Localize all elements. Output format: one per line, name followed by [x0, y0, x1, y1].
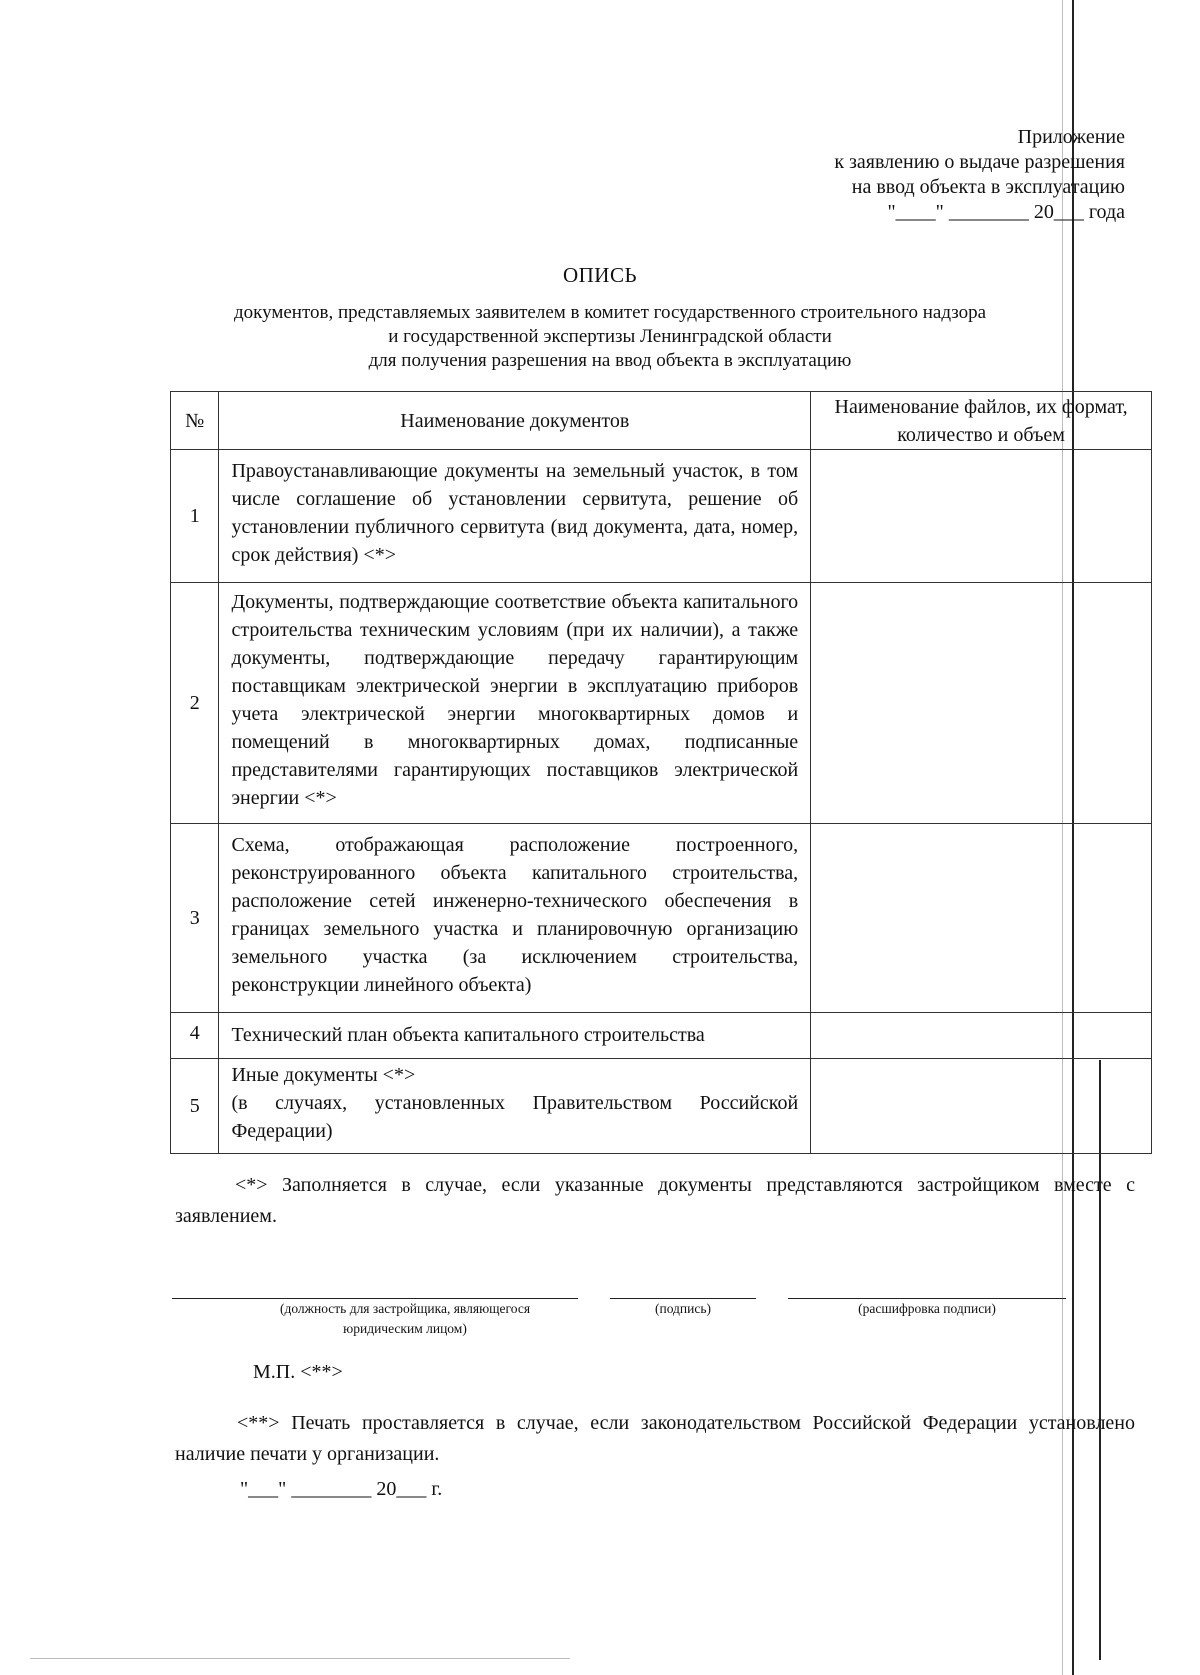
appendix-date: "____" ________ 20___ года: [887, 201, 1125, 223]
table-header-row: [171, 392, 1152, 450]
stamp-place: М.П. <**>: [253, 1361, 343, 1383]
subtitle-line-1: документов, представляемых заявителем в комитет государственного строительного надзора: [233, 302, 987, 323]
row-files-cell[interactable]: [811, 450, 1152, 583]
subtitle-line-3: для получения разрешения на ввод объекта в эксплуатацию: [368, 350, 852, 371]
subtitle-line-2: и государственной экспертизы Ленинградской области: [388, 326, 832, 347]
row-document-name-line: Иные документы <*>: [231, 1064, 416, 1086]
appendix-title: Приложение: [1017, 126, 1125, 148]
row-document-name-note: (в случаях, установленных Правительством Российской Федерации): [231, 1092, 799, 1142]
position-caption-line-2: юридическим лицом): [343, 1321, 467, 1336]
table-row: [171, 583, 1152, 824]
row-number: 4: [171, 1013, 219, 1059]
footnote-single-asterisk: <*> Заполняется в случае, если указанные документы представляются застройщиком вместе с заявлением.: [175, 1174, 1135, 1227]
row-number: 1: [171, 450, 219, 583]
footnote-double-asterisk: <**> Печать проставляется в случае, если законодательством Российской Федерации установлено наличие печати у организации.: [175, 1412, 1135, 1465]
signature-caption: (подпись): [654, 1301, 712, 1316]
decoding-caption: (расшифровка подписи): [858, 1301, 996, 1316]
appendix-subtitle-2: на ввод объекта в эксплуатацию: [851, 176, 1125, 198]
table-row: [171, 450, 1152, 583]
row-files-cell[interactable]: [811, 1013, 1152, 1059]
appendix-header: [834, 125, 1125, 225]
position-caption-line-1: (должность для застройщика, являющегося: [279, 1301, 531, 1316]
row-document-name: Документы, подтверждающие соответствие объекта капитального строительства техническим условиям (при их наличии), а также документы, подтверждающие передачу гарантирующим поставщикам электрической энергии в эксплуатацию приборов учета электрической энергии многоквартирных домов и помещений в многоквартирных домах, подписанные представителями гарантирующих поставщиков электрической энергии <*>: [219, 583, 811, 824]
header-document-name: Наименование документов: [219, 392, 811, 450]
row-number: 2: [171, 583, 219, 824]
position-caption: [240, 1299, 570, 1339]
table-row: [171, 1013, 1152, 1059]
row-document-name: [219, 1059, 811, 1154]
row-number: 3: [171, 824, 219, 1013]
table-row: [171, 824, 1152, 1013]
table-row: [171, 1059, 1152, 1154]
documents-table: [170, 391, 1152, 1154]
row-document-name: Технический план объекта капитального строительства: [219, 1013, 811, 1059]
row-document-name: Правоустанавливающие документы на земельный участок, в том числе соглашение об установлении сервитута, решение об установлении публичного сервитута (вид документа, дата, номер, срок действия) <*>: [219, 450, 811, 583]
signing-date[interactable]: "___" ________ 20___ г.: [240, 1478, 443, 1500]
header-number: №: [171, 392, 219, 450]
row-files-cell[interactable]: [811, 583, 1152, 824]
row-document-name: Схема, отображающая расположение построенного, реконструированного объекта капитального строительства, расположение сетей инженерно-технического обеспечения в границах земельного участка и планировочную организацию земельного участка (за исключением строительства, реконструкции линейного объекта): [219, 824, 811, 1013]
appendix-subtitle-1: к заявлению о выдаче разрешения: [834, 151, 1125, 173]
row-files-cell[interactable]: [811, 1059, 1152, 1154]
header-files: Наименование файлов, их формат, количество и объем: [811, 392, 1152, 450]
document-subtitle: [200, 301, 1020, 373]
scan-bottom-edge: [30, 1658, 570, 1659]
row-number: 5: [171, 1059, 219, 1154]
row-files-cell[interactable]: [811, 824, 1152, 1013]
document-title: ОПИСЬ: [562, 263, 638, 287]
